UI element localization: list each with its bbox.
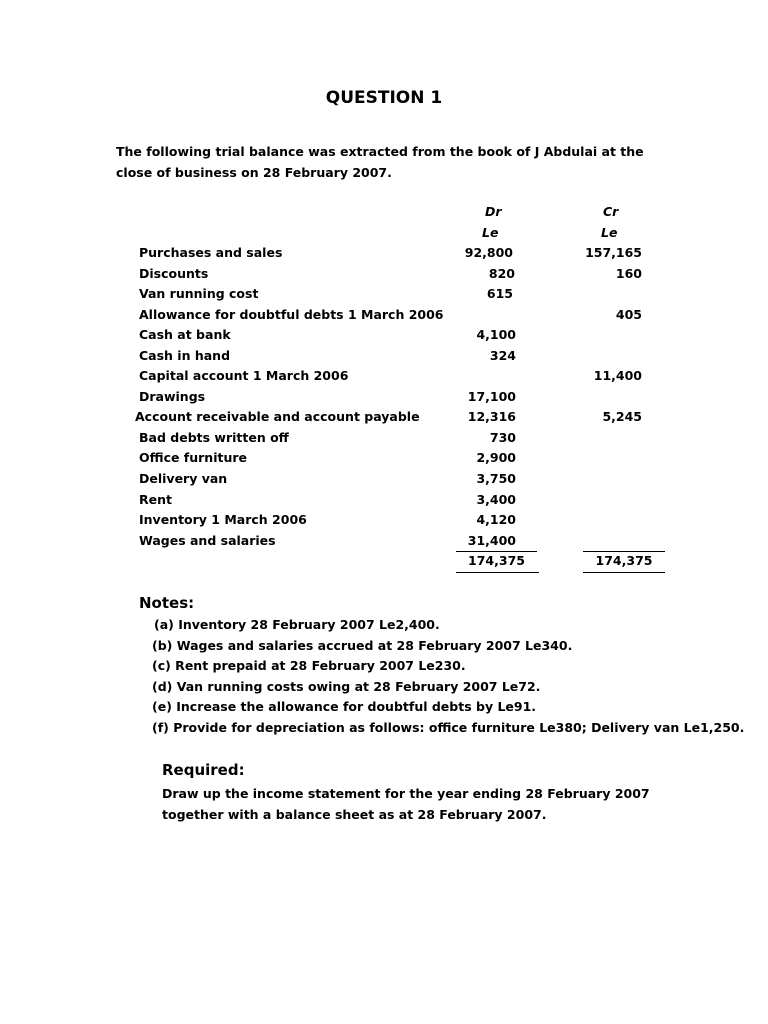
list-item: (a) Inventory 28 February 2007 Le2,400. — [154, 617, 440, 632]
row-cr: 5,245 — [602, 409, 642, 424]
row-label: Cash in hand — [139, 348, 231, 363]
row-dr: 3,400 — [476, 492, 516, 507]
page-title: QUESTION 1 — [325, 88, 443, 108]
table-row — [0, 430, 768, 450]
row-label: Allowance for doubtful debts 1 March 2006 — [139, 307, 444, 322]
row-dr: 12,316 — [467, 409, 516, 424]
cr-total-top-rule — [583, 551, 665, 552]
row-dr: 730 — [489, 430, 516, 445]
row-cr: 11,400 — [593, 368, 642, 383]
table-row — [0, 286, 768, 306]
table-row — [0, 348, 768, 368]
table-row — [0, 389, 768, 409]
row-dr: 4,120 — [476, 512, 516, 527]
dr-currency: Le — [482, 225, 499, 240]
cr-total: 174,375 — [595, 553, 653, 568]
table-row — [0, 368, 768, 388]
table-row — [0, 492, 768, 512]
row-dr: 92,800 — [464, 245, 513, 260]
dr-total-bottom-rule — [456, 572, 539, 573]
row-dr: 2,900 — [476, 450, 516, 465]
cr-currency: Le — [601, 225, 618, 240]
table-row — [0, 266, 768, 286]
row-dr: 615 — [486, 286, 513, 301]
cr-total-bottom-rule — [583, 572, 665, 573]
row-label: Delivery van — [139, 471, 228, 486]
row-label: Office furniture — [139, 450, 248, 465]
row-label: Capital account 1 March 2006 — [139, 368, 349, 383]
list-item: (b) Wages and salaries accrued at 28 February 2007 Le340. — [152, 638, 573, 653]
row-dr: 3,750 — [476, 471, 516, 486]
required-heading: Required: — [162, 761, 245, 779]
list-item: (d) Van running costs owing at 28 February 2007 Le72. — [152, 679, 541, 694]
row-dr: 4,100 — [476, 327, 516, 342]
table-row — [0, 307, 768, 327]
row-label: Rent — [139, 492, 172, 507]
required-text: Draw up the income statement for the year ending 28 February 2007 together with a balance sheet as at 28 February 2007. — [162, 786, 650, 822]
row-label: Drawings — [139, 389, 206, 404]
row-label: Purchases and sales — [139, 245, 283, 260]
table-row — [0, 512, 768, 532]
table-row — [0, 245, 768, 265]
row-cr: 157,165 — [585, 245, 642, 260]
row-label: Discounts — [139, 266, 209, 281]
table-row — [0, 533, 768, 553]
row-label: Cash at bank — [139, 327, 231, 342]
row-dr: 324 — [489, 348, 516, 363]
row-label: Van running cost — [139, 286, 259, 301]
row-dr: 31,400 — [467, 533, 516, 548]
intro-paragraph: The following trial balance was extracted from the book of J Abdulai at the close of business on 28 February 2007. — [116, 144, 644, 180]
cr-header: Cr — [603, 204, 619, 219]
row-label: Wages and salaries — [139, 533, 276, 548]
table-row — [0, 450, 768, 470]
row-label: Bad debts written off — [139, 430, 289, 445]
row-dr: 17,100 — [467, 389, 516, 404]
dr-total: 174,375 — [468, 553, 525, 568]
row-label: Account receivable and account payable — [135, 409, 420, 424]
row-cr: 405 — [615, 307, 642, 322]
table-row — [0, 409, 768, 429]
dr-total-top-rule — [456, 551, 537, 552]
list-item: (f) Provide for depreciation as follows: office furniture Le380; Delivery van Le1,250. — [152, 720, 745, 735]
dr-header: Dr — [485, 204, 502, 219]
list-item: (e) Increase the allowance for doubtful debts by Le91. — [152, 699, 537, 714]
table-row — [0, 327, 768, 347]
row-label: Inventory 1 March 2006 — [139, 512, 307, 527]
table-row — [0, 471, 768, 491]
list-item: (c) Rent prepaid at 28 February 2007 Le230. — [152, 658, 466, 673]
row-cr: 160 — [615, 266, 642, 281]
row-dr: 820 — [488, 266, 515, 281]
notes-heading: Notes: — [139, 594, 195, 612]
